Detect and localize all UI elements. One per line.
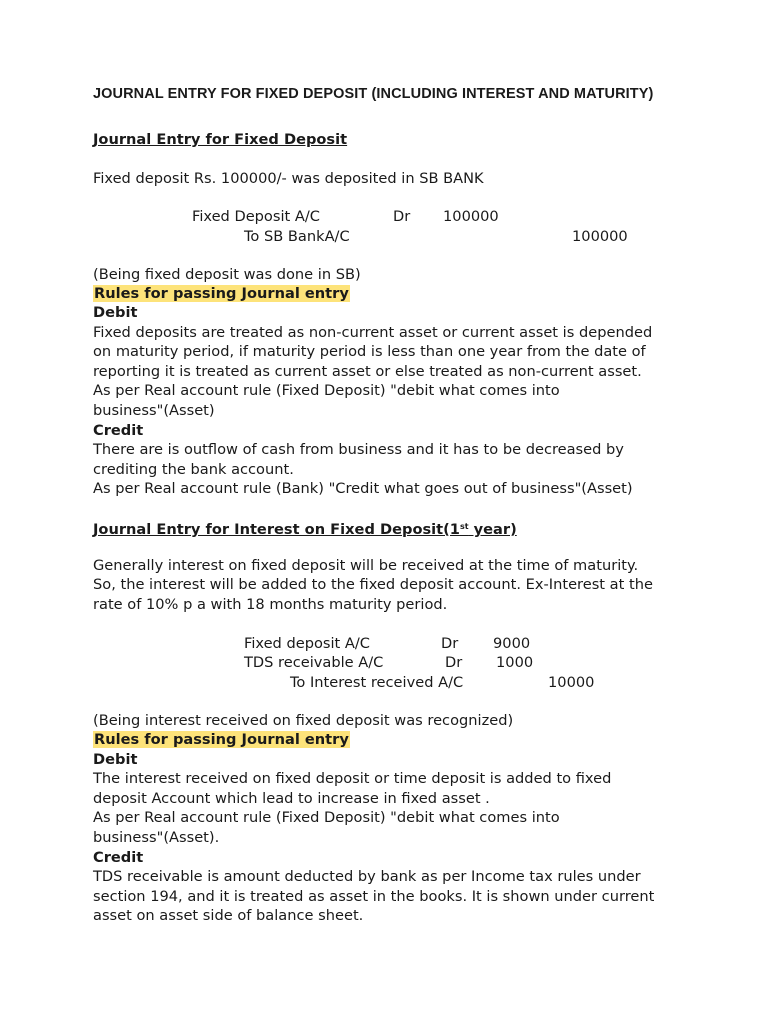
entry2-credit-account: To Interest received A/C	[290, 674, 464, 691]
section1-heading: Journal Entry for Fixed Deposit	[93, 131, 348, 148]
section2-intro-line: rate of 10% p a with 18 months maturity period.	[93, 596, 448, 613]
entry2-narration: (Being interest received on fixed deposit was recognized)	[93, 712, 514, 729]
section2-debit-line: deposit Account which lead to increase in fixed asset .	[93, 790, 490, 807]
section2-credit-line: TDS receivable is amount deducted by bank as per Income tax rules under	[93, 868, 641, 885]
section1-debit-line: As per Real account rule (Fixed Deposit) "debit what comes into	[93, 382, 560, 399]
section1-credit-line: There are is outflow of cash from business and it has to be decreased by	[93, 441, 624, 458]
section2-intro-line: So, the interest will be added to the fixed deposit account. Ex-Interest at the	[93, 576, 653, 593]
entry2-debit2-dr: Dr	[445, 654, 463, 671]
section2-intro-line: Generally interest on fixed deposit will be received at the time of maturity.	[93, 557, 639, 574]
section2-credit-heading: Credit	[93, 849, 144, 866]
section1-intro: Fixed deposit Rs. 100000/- was deposited in SB BANK	[93, 170, 484, 187]
section2-debit-line: business"(Asset).	[93, 829, 220, 846]
section1-debit-heading: Debit	[93, 304, 138, 321]
section1-debit-line: business"(Asset)	[93, 402, 215, 419]
section2-debit-heading: Debit	[93, 751, 138, 768]
entry1-narration: (Being fixed deposit was done in SB)	[93, 266, 361, 283]
document-title: JOURNAL ENTRY FOR FIXED DEPOSIT (INCLUDING INTEREST AND MATURITY)	[93, 86, 654, 102]
entry2-debit2-amount: 1000	[496, 654, 534, 671]
section1-debit-line: Fixed deposits are treated as non-current asset or current asset is depended	[93, 324, 653, 341]
section2-debit-line: The interest received on fixed deposit or time deposit is added to fixed	[93, 770, 612, 787]
section1-debit-line: reporting it is treated as current asset or else treated as non-current asset.	[93, 363, 642, 380]
section1-credit-line: crediting the bank account.	[93, 461, 294, 478]
section1-rules-heading: Rules for passing Journal entry	[94, 285, 349, 302]
entry2-debit1-account: Fixed deposit A/C	[244, 635, 370, 652]
entry2-debit1-dr: Dr	[441, 635, 459, 652]
entry1-credit-account: To SB BankA/C	[244, 228, 350, 245]
entry1-debit-account: Fixed Deposit A/C	[192, 208, 320, 225]
section2-heading: Journal Entry for Interest on Fixed Deposit(1st year)	[93, 521, 517, 538]
section1-credit-line: As per Real account rule (Bank) "Credit what goes out of business"(Asset)	[93, 480, 633, 497]
section1-credit-heading: Credit	[93, 422, 144, 439]
section2-rules-heading: Rules for passing Journal entry	[94, 731, 349, 748]
section2-credit-line: asset on asset side of balance sheet.	[93, 907, 364, 924]
entry2-debit1-amount: 9000	[493, 635, 531, 652]
entry1-debit-amount: 100000	[443, 208, 499, 225]
entry2-debit2-account: TDS receivable A/C	[244, 654, 384, 671]
entry1-dr-label: Dr	[393, 208, 411, 225]
section2-credit-line: section 194, and it is treated as asset in the books. It is shown under current	[93, 888, 655, 905]
section2-debit-line: As per Real account rule (Fixed Deposit) "debit what comes into	[93, 809, 560, 826]
entry1-credit-amount: 100000	[572, 228, 628, 245]
entry2-credit-amount: 10000	[548, 674, 595, 691]
section1-debit-line: on maturity period, if maturity period is less than one year from the date of	[93, 343, 646, 360]
